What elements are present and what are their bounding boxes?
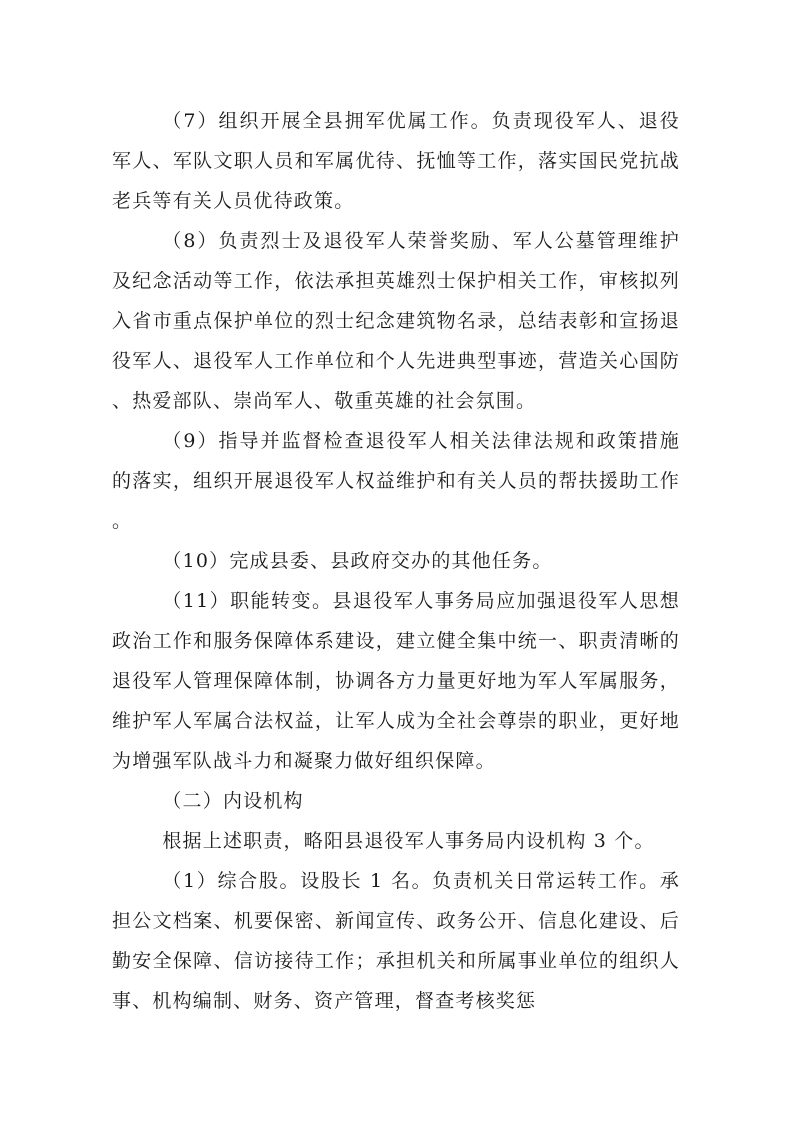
paragraph-general-office: （1）综合股。设股长 1 名。负责机关日常运转工作。承担公文档案、机要保密、新闻宣传、政务公开、信息化建设、后勤安全保障、信访接待工作；承担机关和所属事业单位的组织人事、机构编制、财务、资产管理，督查考核奖惩 — [112, 870, 680, 1012]
document-body — [112, 101, 680, 1021]
paragraph-item-10: （10）完成县委、县政府交办的其他任务。 — [162, 550, 553, 572]
paragraph-item-11: （11）职能转变。县退役军人事务局应加强退役军人思想政治工作和服务保障体系建设，建立健全集中统一、职责清晰的退役军人管理保障体制，协调各方力量更好地为军人军属服务，维护军人军属合法权益，让军人成为全社会尊崇的职业，更好地为增强军队战斗力和凝聚力做好组织保障。 — [112, 590, 680, 772]
paragraph-item-8: （8）负责烈士及退役军人荣誉奖励、军人公墓管理维护及纪念活动等工作，依法承担英雄烈士保护相关工作，审核拟列入省市重点保护单位的烈士纪念建筑物名录，总结表彰和宣扬退役军人、退役军人工作单位和个人先进典型事迹，营造关心国防、热爱部队、崇尚军人、敬重英雄的社会氛围。 — [112, 230, 680, 412]
paragraph-item-9: （9）指导并监督检查退役军人相关法律法规和政策措施的落实，组织开展退役军人权益维护和有关人员的帮扶援助工作。 — [112, 430, 680, 532]
section-heading: （二）内设机构 — [162, 790, 304, 812]
paragraph-item-7: （7）组织开展全县拥军优属工作。负责现役军人、退役军人、军队文职人员和军属优待、抚恤等工作，落实国民党抗战老兵等有关人员优待政策。 — [112, 110, 680, 212]
paragraph-internal-units-intro: 根据上述职责，略阳县退役军人事务局内设机构 3 个。 — [162, 830, 655, 852]
